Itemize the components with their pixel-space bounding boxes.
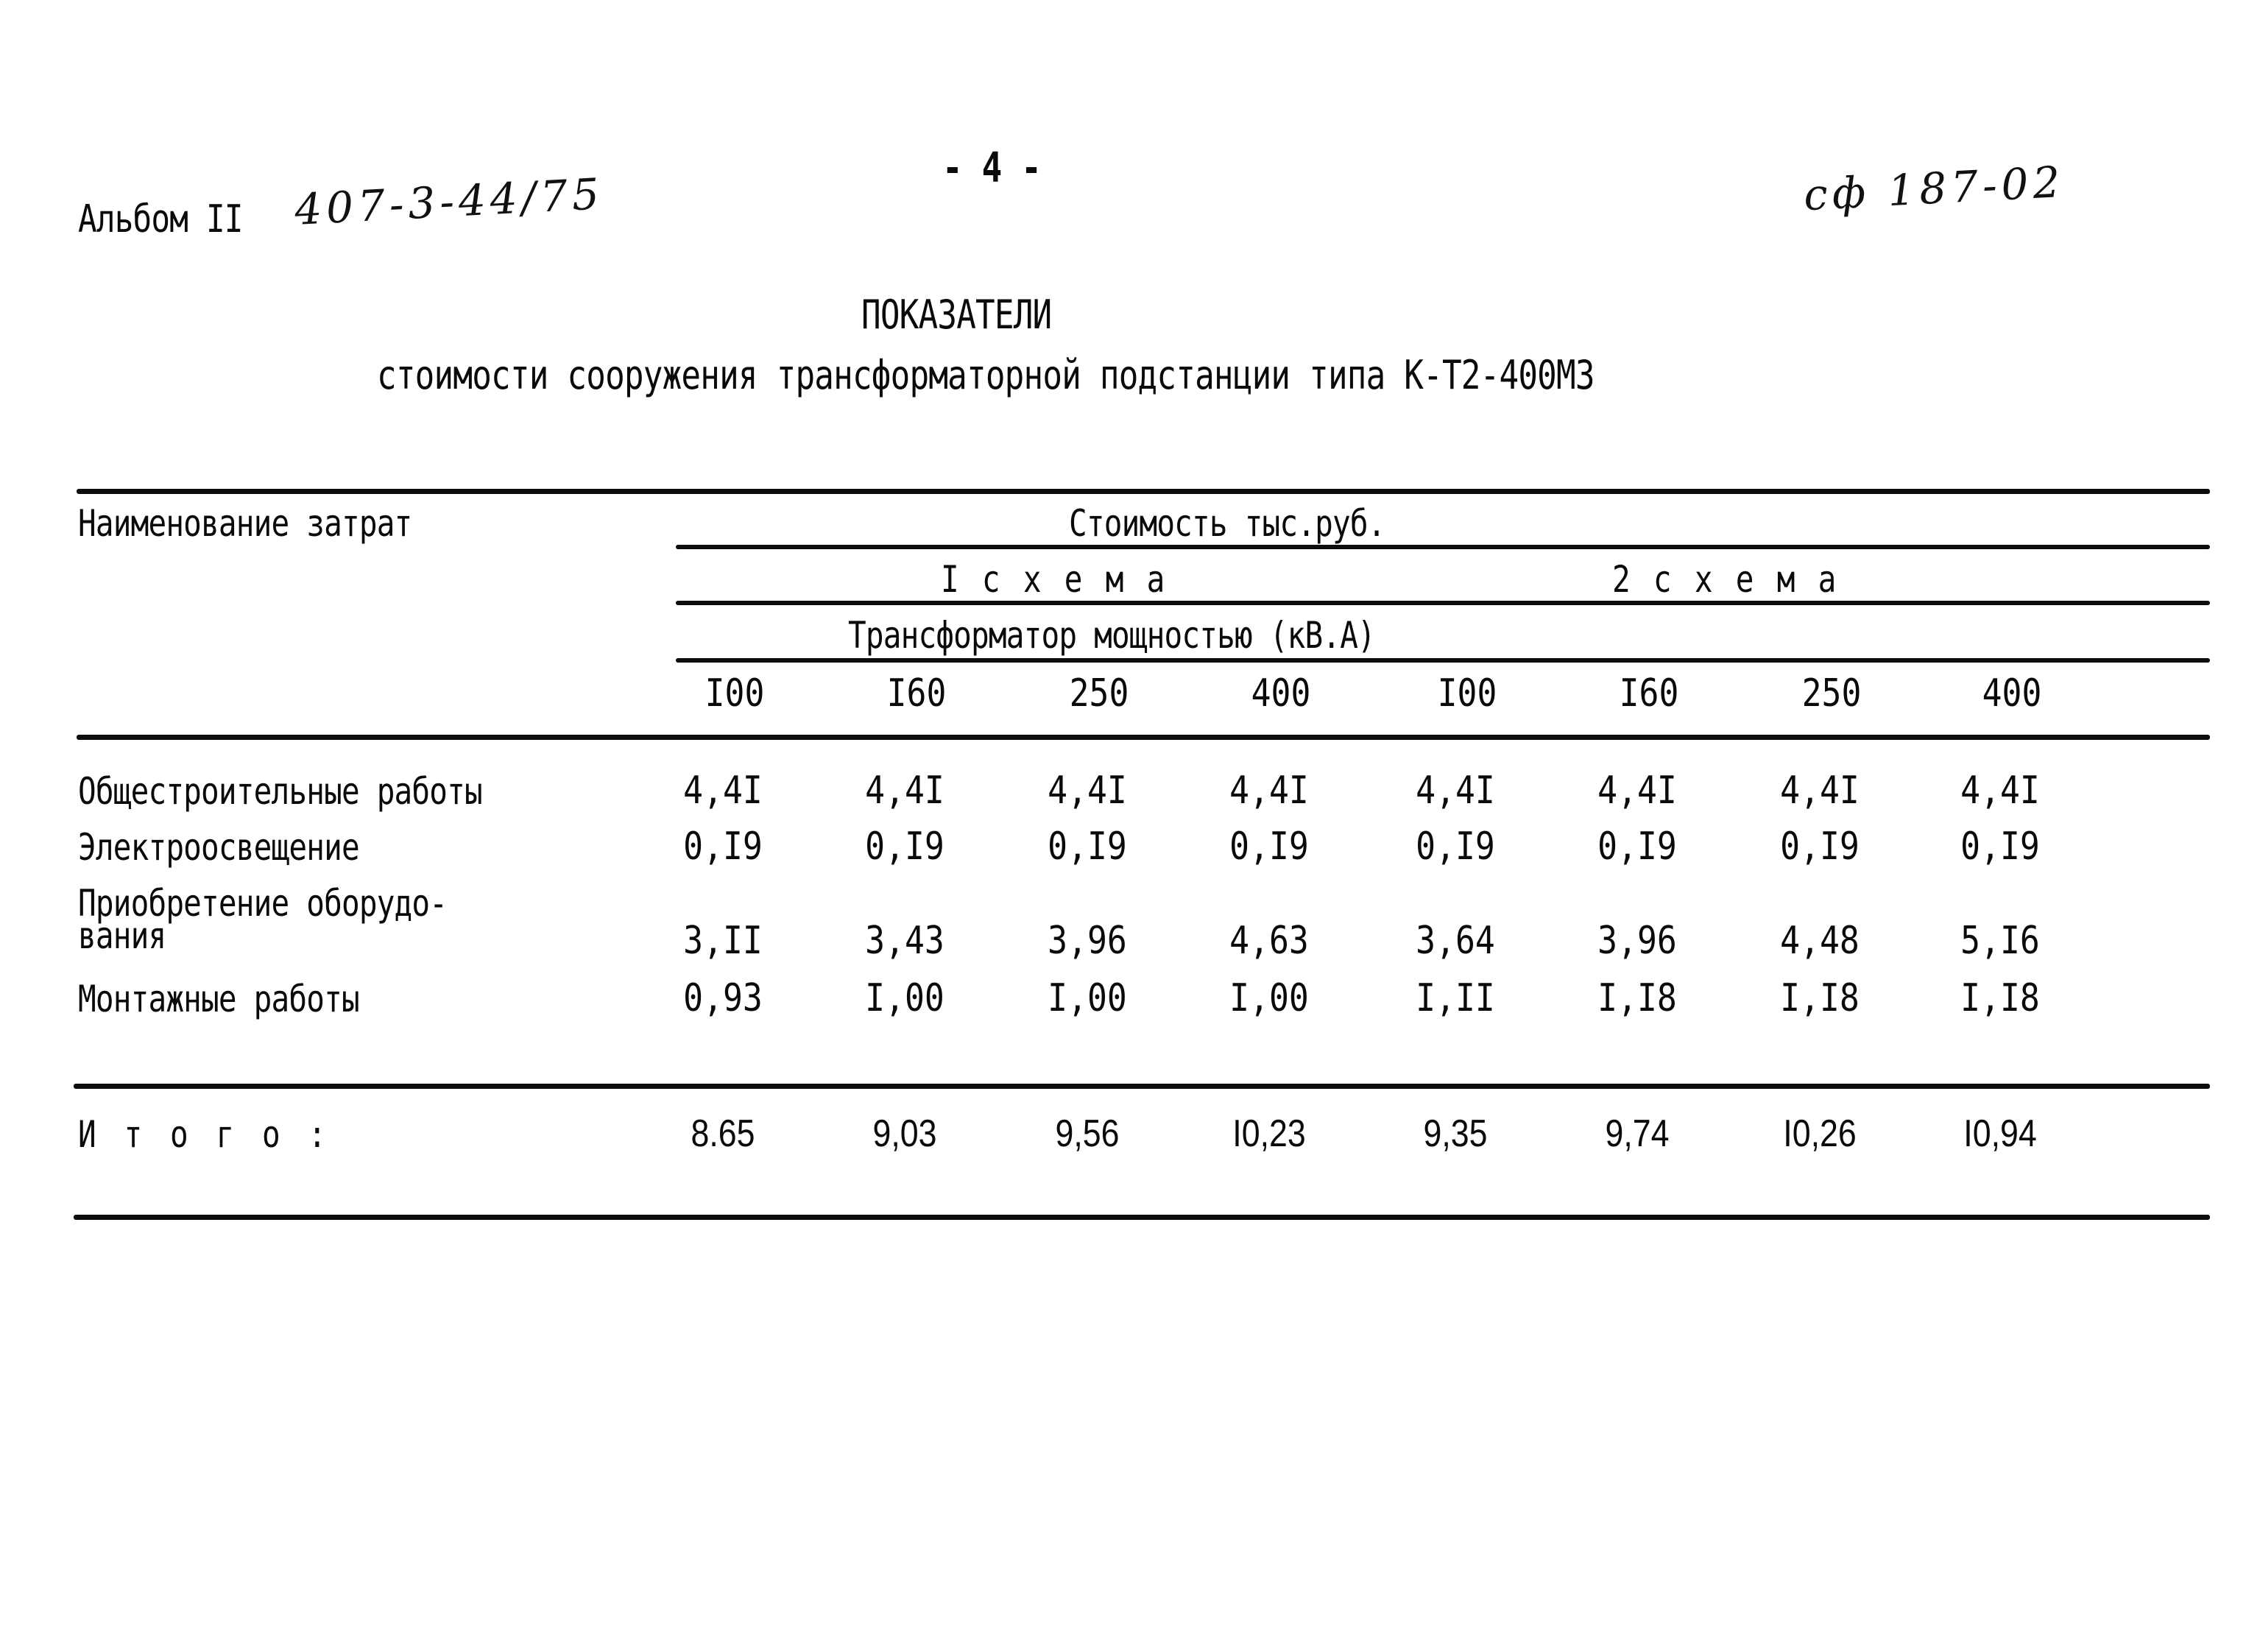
cell: I,00 [1048,976,1127,1020]
cell: 5,I6 [1960,919,2040,963]
column-header: 250 [1801,671,1862,716]
cell: 4,4I [865,769,944,813]
cell: 0,I9 [1416,825,1495,869]
total-cell: I0,26 [1783,1112,1857,1155]
column-header: 400 [1982,671,2042,716]
total-top-rule [74,1084,2210,1089]
cell: I,I8 [1597,976,1677,1020]
cell: 3,II [683,919,763,963]
sheet-code-handwritten: сф 187-02 [1802,156,2066,221]
row-header: Наименование затрат [78,502,412,545]
cell: I,00 [865,976,944,1020]
cell: 4,4I [1229,769,1309,813]
table-top-rule [77,489,2210,494]
cell: I,II [1416,976,1495,1020]
cell: 0,I9 [1597,825,1677,869]
cell: 3,96 [1597,919,1677,963]
cell: 4,4I [1780,769,1860,813]
cell: 4,4I [683,769,763,813]
scheme-2-header: 2 с х е м а [1612,558,1839,601]
column-header: 400 [1251,671,1311,716]
cell: 4,4I [1048,769,1127,813]
total-cell: 9,56 [1055,1112,1120,1155]
cell: I,I8 [1960,976,2040,1020]
column-header: I00 [1437,671,1497,716]
column-header: I60 [1619,671,1679,716]
cell: 0,I9 [683,825,763,869]
cell: 4,4I [1597,769,1677,813]
row-label-line1: Приобретение оборудо- [78,882,448,925]
cell: 0,93 [683,976,763,1020]
power-header-rule [676,658,2210,663]
album-code-handwritten: 407-3-44/75 [293,169,605,235]
cell: 0,I9 [1780,825,1860,869]
cell: 0,I9 [1048,825,1127,869]
column-header: I60 [886,671,947,716]
row-label: Электроосвещение [78,826,359,869]
scheme-1-header: I с х е м а [941,558,1168,601]
cell: 3,96 [1048,919,1127,963]
page-title: ПОКАЗАТЕЛИ [861,292,1052,338]
row-label: Общестроительные работы [78,770,482,813]
cell: 3,43 [865,919,944,963]
cell: I,I8 [1780,976,1860,1020]
column-header: I00 [705,671,765,716]
total-cell: 9,03 [872,1112,937,1155]
header-bottom-rule [77,735,2210,740]
row-label-line2: вания [78,914,166,957]
scheme-header-rule [676,601,2210,605]
cell: I,00 [1229,976,1309,1020]
album-label: Альбом II [78,197,243,241]
total-cell: I0,23 [1232,1112,1306,1155]
cell: 0,I9 [1960,825,2040,869]
total-cell: I0,94 [1963,1112,2037,1155]
cell: 0,I9 [1229,825,1309,869]
cell: 4,48 [1780,919,1860,963]
cell: 4,4I [1960,769,2040,813]
cell: 4,4I [1416,769,1495,813]
cell: 3,64 [1416,919,1495,963]
cost-header-rule [676,545,2210,549]
cost-header: Стоимость тыс.руб. [1069,502,1385,545]
power-header: Трансформатор мощностью (кВ.А) [848,614,1375,657]
column-header: 250 [1069,671,1129,716]
total-label: И т о г о : [78,1113,331,1156]
page-number: - 4 - [942,144,1042,192]
page-subtitle: стоимости сооружения трансформаторной подстанции типа К-Т2-400М3 [377,352,1595,398]
table-bottom-rule [74,1215,2210,1220]
total-cell: 9,35 [1423,1112,1488,1155]
cell: 4,63 [1229,919,1309,963]
row-label: Монтажные работы [78,978,359,1020]
total-cell: 9,74 [1605,1112,1670,1155]
total-cell: 8.65 [691,1112,755,1155]
cell: 0,I9 [865,825,944,869]
